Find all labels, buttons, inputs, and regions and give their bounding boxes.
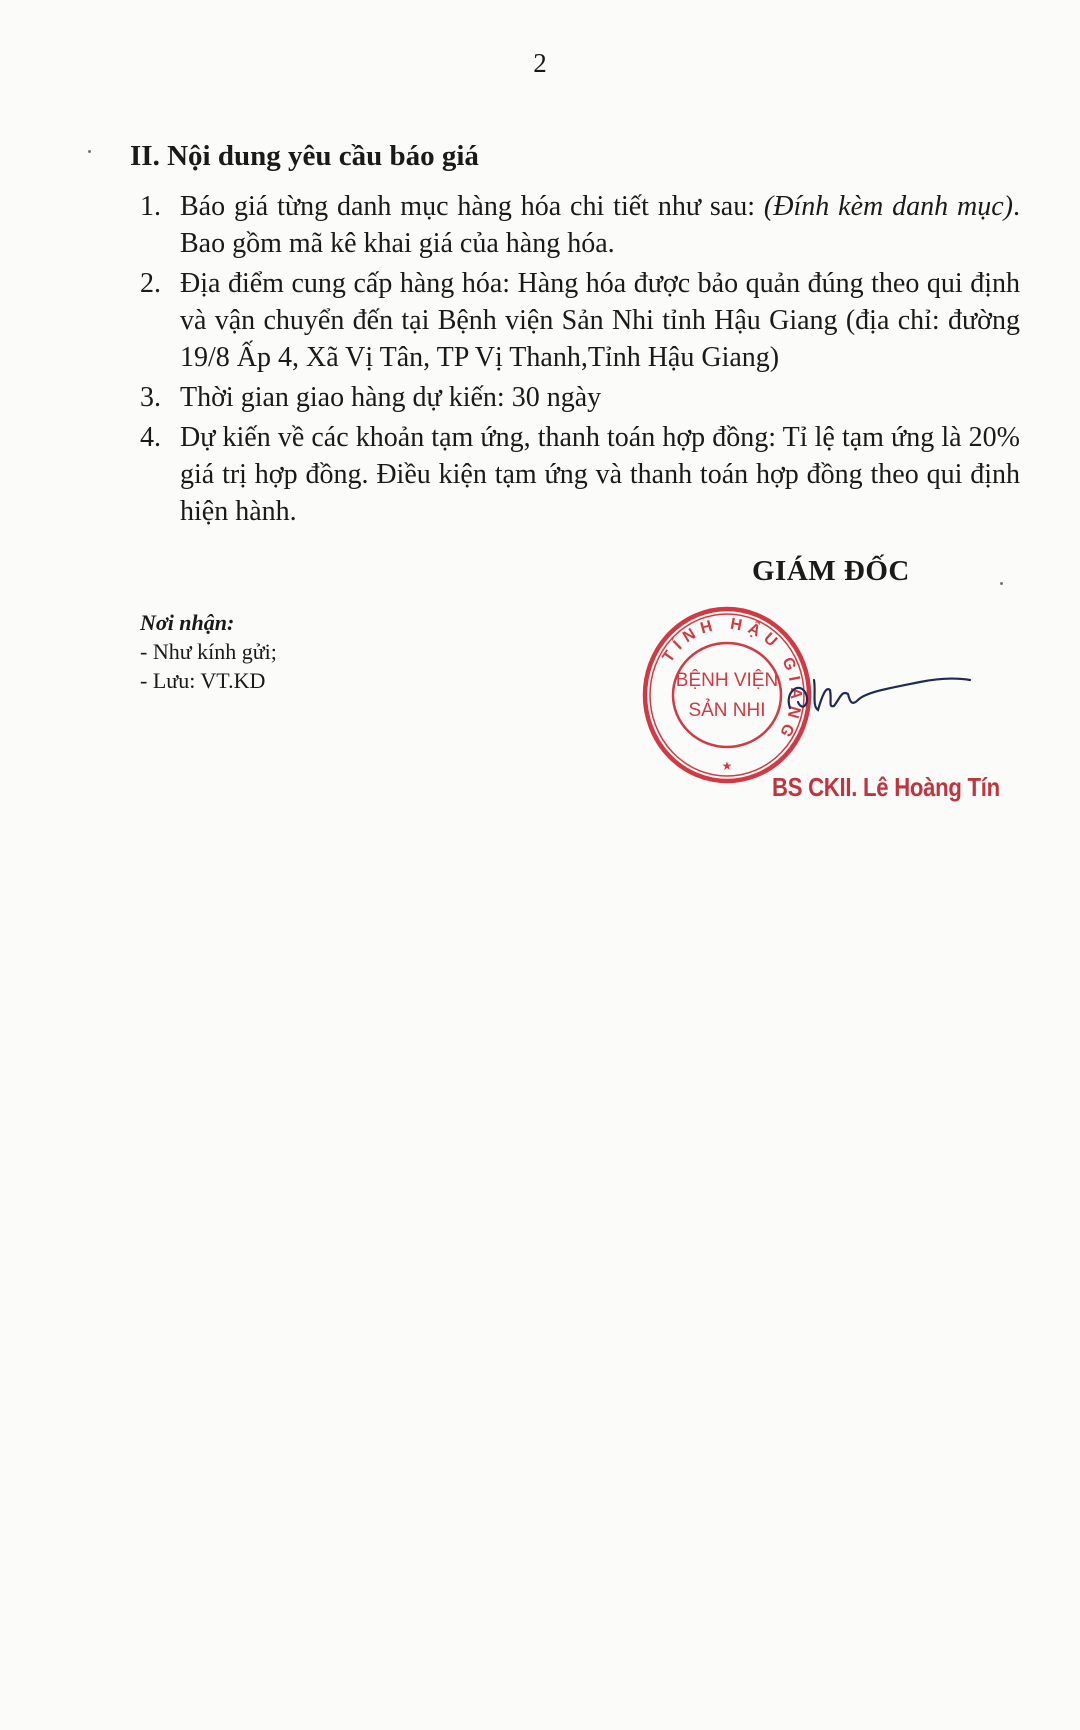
recipient-line-1: - Như kính gửi;	[140, 639, 277, 664]
requirement-number: 1.	[140, 191, 161, 222]
section-heading: II. Nội dung yêu cầu báo giá	[130, 140, 479, 172]
requirement-number: 2.	[140, 268, 161, 299]
page-number: 2	[533, 48, 547, 78]
signature-stroke	[789, 679, 970, 710]
seal-ring-text: TỈNH HẬU GIANG	[659, 615, 805, 745]
requirement-text: Thời gian giao hàng dự kiến: 30 ngày	[180, 382, 602, 413]
requirement-text-after: . Bao gồm mã kê khai giá của hàng hóa.	[180, 191, 1020, 259]
signer-title: GIÁM ĐỐC	[752, 555, 910, 587]
requirements-list	[140, 188, 1020, 533]
attachment-reference: (Đính kèm danh mục)	[763, 191, 1013, 222]
seal-center-ring	[673, 643, 781, 747]
requirement-item-2	[140, 265, 1020, 376]
recipient-line-2: - Lưu: VT.KD	[140, 668, 266, 693]
requirement-text: Báo giá từng danh mục hàng hóa chi tiết như sau:	[180, 191, 764, 222]
seal-star-icon: ★	[721, 759, 733, 773]
recipients-block	[140, 608, 277, 695]
handwritten-signature	[770, 650, 980, 730]
signer-name: BS CKII. Lê Hoàng Tín	[772, 772, 1000, 802]
scan-speck	[88, 150, 91, 153]
requirement-item-3	[140, 379, 1020, 416]
requirement-item-4	[140, 419, 1020, 530]
scan-speck	[1000, 582, 1003, 585]
recipients-title: Nơi nhận:	[140, 610, 235, 635]
requirement-number: 3.	[140, 382, 161, 413]
requirement-text: Dự kiến về các khoản tạm ứng, thanh toán hợp đồng: Tỉ lệ tạm ứng là 20% giá trị hợp đồng. Điều kiện tạm ứng và thanh toán hợp đồng theo qui định hiện hành.	[180, 422, 1020, 527]
seal-center-line-1: BỆNH VIỆN	[675, 670, 779, 691]
seal-center-line-2: SẢN NHI	[688, 700, 766, 721]
requirement-number: 4.	[140, 422, 161, 453]
requirement-text: Địa điểm cung cấp hàng hóa: Hàng hóa được bảo quản đúng theo qui định và vận chuyển đến tại Bệnh viện Sản Nhi tỉnh Hậu Giang (địa chỉ: đường 19/8 Ấp 4, Xã Vị Tân, TP Vị Thanh,Tỉnh Hậu Giang)	[180, 268, 1020, 373]
requirement-item-1	[140, 188, 1020, 262]
